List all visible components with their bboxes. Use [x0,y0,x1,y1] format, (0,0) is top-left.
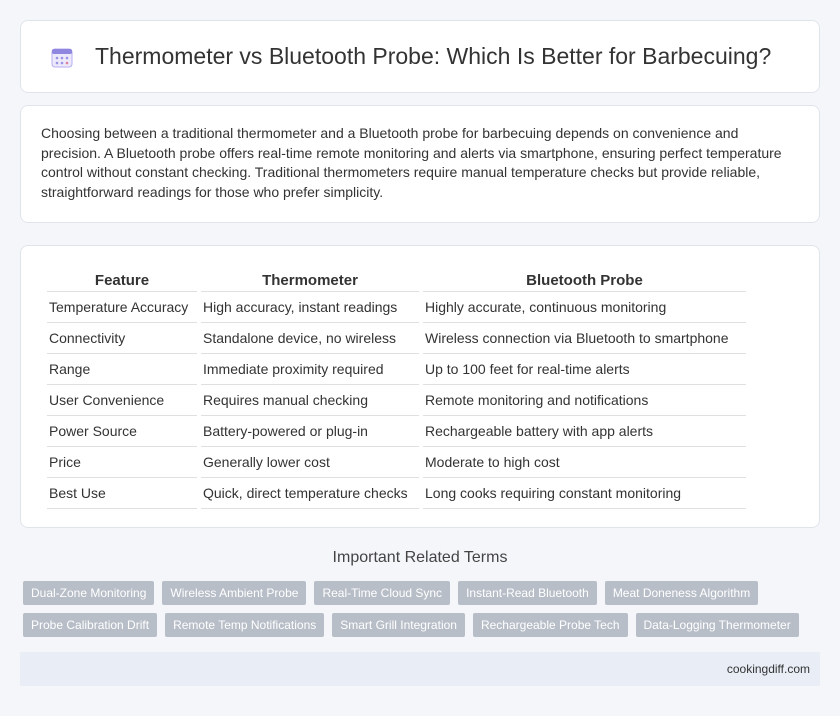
comparison-table [43,266,750,509]
cell-bluetooth: Rechargeable battery with app alerts [423,416,746,447]
tag-row-2 [23,613,823,637]
cell-feature: Range [47,354,197,385]
related-terms-tags [23,581,823,645]
cell-bluetooth: Up to 100 feet for real-time alerts [423,354,746,385]
tag-probe-calibration-drift[interactable]: Probe Calibration Drift [23,613,157,637]
table-row [47,292,746,323]
page-title: Thermometer vs Bluetooth Probe: Which Is Better for Barbecuing? [95,43,772,69]
cell-thermometer: Immediate proximity required [201,354,419,385]
header-feature: Feature [47,266,197,292]
related-terms-title: Important Related Terms [332,549,508,566]
table-row [47,354,746,385]
cell-thermometer: High accuracy, instant readings [201,292,419,323]
cell-bluetooth: Moderate to high cost [423,447,746,478]
table-row [47,447,746,478]
cell-thermometer: Battery-powered or plug-in [201,416,419,447]
cell-feature: Connectivity [47,323,197,354]
cell-bluetooth: Wireless connection via Bluetooth to smartphone [423,323,746,354]
cell-feature: Price [47,447,197,478]
header-bluetooth-probe: Bluetooth Probe [423,266,746,292]
intro-card [20,105,820,223]
tag-data-logging-thermometer[interactable]: Data-Logging Thermometer [636,613,799,637]
calendar-icon [49,44,75,70]
footer-site[interactable]: cookingdiff.com [726,662,810,676]
tag-instant-read-bluetooth[interactable]: Instant-Read Bluetooth [458,581,597,605]
cell-thermometer: Standalone device, no wireless [201,323,419,354]
tag-smart-grill-integration[interactable]: Smart Grill Integration [332,613,465,637]
tag-wireless-ambient-probe[interactable]: Wireless Ambient Probe [162,581,306,605]
table-row [47,323,746,354]
tag-real-time-cloud-sync[interactable]: Real-Time Cloud Sync [314,581,450,605]
cell-feature: Power Source [47,416,197,447]
cell-bluetooth: Highly accurate, continuous monitoring [423,292,746,323]
header-thermometer: Thermometer [201,266,419,292]
cell-bluetooth: Long cooks requiring constant monitoring [423,478,746,509]
table-row [47,416,746,447]
tag-rechargeable-probe-tech[interactable]: Rechargeable Probe Tech [473,613,628,637]
tag-dual-zone-monitoring[interactable]: Dual-Zone Monitoring [23,581,154,605]
cell-bluetooth: Remote monitoring and notifications [423,385,746,416]
table-row [47,478,746,509]
cell-thermometer: Quick, direct temperature checks [201,478,419,509]
tag-row-1 [23,581,823,605]
comparison-card [20,245,820,528]
cell-thermometer: Requires manual checking [201,385,419,416]
tag-meat-doneness-algorithm[interactable]: Meat Doneness Algorithm [605,581,758,605]
table-header-row [47,266,746,292]
header-card [20,20,820,93]
cell-feature: Best Use [47,478,197,509]
footer [20,652,820,686]
tag-remote-temp-notifications[interactable]: Remote Temp Notifications [165,613,324,637]
cell-feature: Temperature Accuracy [47,292,197,323]
cell-thermometer: Generally lower cost [201,447,419,478]
cell-feature: User Convenience [47,385,197,416]
table-row [47,385,746,416]
intro-paragraph: Choosing between a traditional thermometer and a Bluetooth probe for barbecuing depends on convenience and precision. A Bluetooth probe offers real-time remote monitoring and alerts via smartphone, ensuring perfect temperature control without constant checking. Traditional thermometers require manual temperature checks but provide reliable, straightforward readings for those who prefer simplicity. [41,125,782,200]
